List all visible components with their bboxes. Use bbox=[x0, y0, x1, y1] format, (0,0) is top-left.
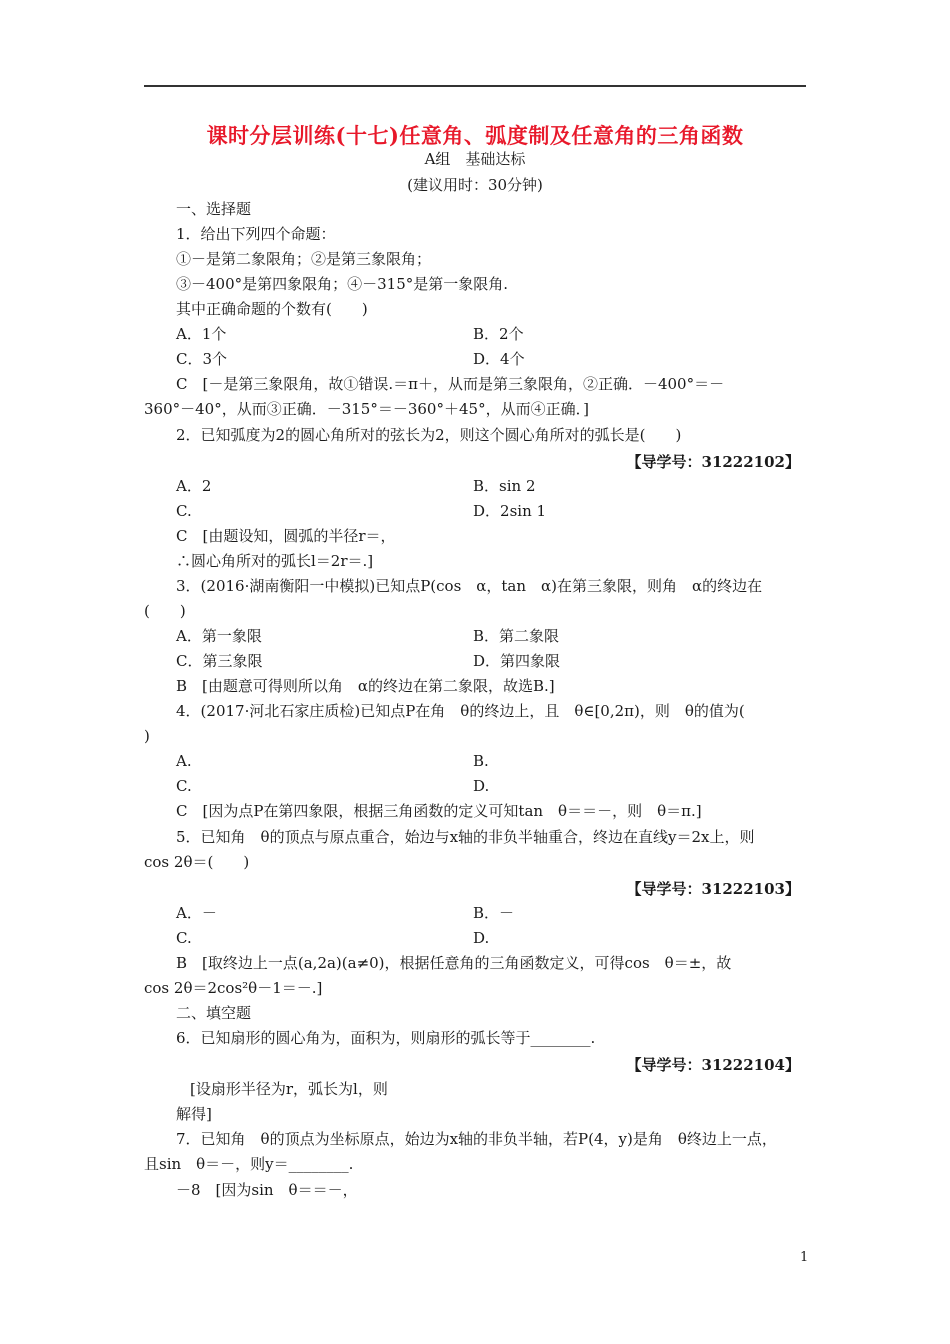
section-fill: 二、填空题 bbox=[176, 1004, 252, 1022]
q2-stem: 2．已知弧度为2的圆心角所对的弦长为2，则这个圆心角所对的弧长是( ) bbox=[176, 426, 682, 444]
q5-option-a: A．－ bbox=[176, 904, 217, 922]
q2-option-d: D．2sin 1 bbox=[473, 502, 547, 520]
q4-stem-line2: ) bbox=[144, 727, 150, 745]
q1-option-a: A．1个 bbox=[176, 325, 227, 343]
group-label: A组 基础达标 bbox=[424, 150, 526, 168]
q2-option-c: C. bbox=[176, 502, 192, 520]
q1-line2: ③－400°是第四象限角；④－315°是第一象限角. bbox=[176, 275, 509, 293]
q3-option-b: B．第二象限 bbox=[473, 627, 560, 645]
top-rule bbox=[144, 85, 806, 87]
q1-option-d: D．4个 bbox=[473, 350, 525, 368]
q1-line1: ①－是第二象限角；②是第三象限角； bbox=[176, 250, 432, 268]
q5-answer-line1: B [取终边上一点(a,2a)(a≠0)，根据任意角的三角函数定义，可得cos θ＝±，故 bbox=[176, 954, 732, 972]
section-choice: 一、选择题 bbox=[176, 200, 252, 218]
q5-option-d: D. bbox=[473, 929, 490, 947]
q2-option-a: A．2 bbox=[176, 477, 212, 495]
q4-option-b: B. bbox=[473, 752, 489, 770]
q4-stem-line1: 4．(2017·河北石家庄质检)已知点P在角 θ的终边上，且 θ∈[0,2π)，则 θ的值为( bbox=[176, 702, 745, 720]
q3-stem-line2: ( ) bbox=[144, 602, 186, 620]
q7-answer: －8 [因为sin θ＝＝－， bbox=[176, 1181, 358, 1199]
q6-guide-number: 【导学号：31222104】 bbox=[626, 1056, 800, 1074]
q5-guide-number: 【导学号：31222103】 bbox=[626, 880, 800, 898]
q3-option-a: A．第一象限 bbox=[176, 627, 262, 645]
q3-stem-line1: 3．(2016·湖南衡阳一中模拟)已知点P(cos α，tan α)在第三象限，则角 α的终边在 bbox=[176, 577, 763, 595]
q4-answer: C [因为点P在第四象限，根据三角函数的定义可知tan θ＝＝－，则 θ＝π.] bbox=[176, 802, 702, 820]
q1-answer-line2: 360°－40°，从而③正确．－315°＝－360°＋45°，从而④正确．] bbox=[144, 400, 589, 418]
time-hint: (建议用时：30分钟) bbox=[407, 176, 543, 194]
page-title: 课时分层训练(十七)任意角、弧度制及任意角的三角函数 bbox=[206, 123, 744, 148]
q6-stem: 6．已知扇形的圆心角为，面积为，则扇形的弧长等于________. bbox=[176, 1029, 596, 1047]
q5-stem-line1: 5．已知角 θ的顶点与原点重合，始边与x轴的非负半轴重合，终边在直线y＝2x上，则 bbox=[176, 828, 755, 846]
q1-option-b: B．2个 bbox=[473, 325, 524, 343]
q3-option-c: C．第三象限 bbox=[176, 652, 263, 670]
q5-stem-line2: cos 2θ＝( ) bbox=[144, 853, 250, 871]
q3-option-d: D．第四象限 bbox=[473, 652, 561, 670]
q7-stem-line2: 且sin θ＝－，则y＝________. bbox=[144, 1155, 354, 1173]
q4-option-c: C. bbox=[176, 777, 192, 795]
q1-line3: 其中正确命题的个数有( ) bbox=[176, 300, 368, 318]
q1-answer-line1: C [－是第三象限角，故①错误.＝π＋，从而是第三象限角，②正确．－400°＝－ bbox=[176, 375, 725, 393]
q6-answer-line2: 解得] bbox=[176, 1105, 212, 1123]
q2-option-b: B．sin 2 bbox=[473, 477, 536, 495]
page-number: 1 bbox=[800, 1250, 809, 1265]
q5-option-b: B．－ bbox=[473, 904, 515, 922]
q4-option-a: A. bbox=[176, 752, 192, 770]
q2-guide-number: 【导学号：31222102】 bbox=[626, 453, 800, 471]
q7-stem-line1: 7．已知角 θ的顶点为坐标原点，始边为x轴的非负半轴，若P(4，y)是角 θ终边上一点， bbox=[176, 1130, 777, 1148]
q4-option-d: D. bbox=[473, 777, 490, 795]
q1-option-c: C．3个 bbox=[176, 350, 228, 368]
q2-answer-line2: ∴圆心角所对的弧长l＝2r＝.] bbox=[176, 552, 374, 570]
q5-option-c: C. bbox=[176, 929, 192, 947]
q3-answer: B [由题意可得则所以角 α的终边在第二象限，故选B.] bbox=[176, 677, 555, 695]
q5-answer-line2: cos 2θ＝2cos²θ－1＝－.] bbox=[144, 979, 323, 997]
q6-answer-line1: [设扇形半径为r，弧长为l，则 bbox=[190, 1080, 388, 1098]
q2-answer-line1: C [由题设知，圆弧的半径r＝， bbox=[176, 527, 396, 545]
q1-stem: 1．给出下列四个命题： bbox=[176, 225, 336, 243]
